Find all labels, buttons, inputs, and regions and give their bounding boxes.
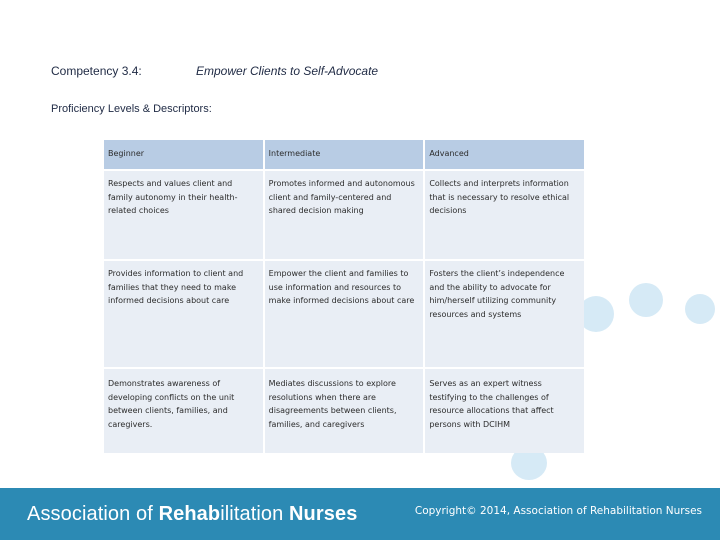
proficiency-table: [102, 138, 586, 455]
table-row: [104, 369, 584, 453]
table-cell: Collects and interprets information that is necessary to resolve ethical decisions: [425, 171, 584, 259]
table-cell: Demonstrates awareness of developing conflicts on the unit between clients, families, and caregivers.: [104, 369, 263, 453]
table-cell: Provides information to client and families that they need to make informed decisions about care: [104, 261, 263, 367]
column-header-beginner: Beginner: [104, 140, 263, 169]
footer-bar: [0, 488, 720, 540]
brand-part-bold: Nurses: [289, 503, 358, 525]
table-row: [104, 171, 584, 259]
table-cell: Empower the client and families to use information and resources to make informed decisions about care: [265, 261, 424, 367]
decorative-dot: [629, 283, 663, 317]
column-header-advanced: Advanced: [425, 140, 584, 169]
table-cell: Mediates discussions to explore resolutions when there are disagreements between clients, families, and caregivers: [265, 369, 424, 453]
table-cell: Promotes informed and autonomous client and family-centered and shared decision making: [265, 171, 424, 259]
table-cell: Fosters the client’s independence and the ability to advocate for him/herself utilizing community resources and systems: [425, 261, 584, 367]
competency-title: Empower Clients to Self-Advocate: [196, 64, 379, 78]
decorative-dot: [685, 294, 715, 324]
table-cell: Serves as an expert witness testifying to the challenges of resource allocations that affect persons with DCIHM: [425, 369, 584, 453]
table-cell: Respects and values client and family autonomy in their health-related choices: [104, 171, 263, 259]
table-row: [104, 261, 584, 367]
brand-part-bold: Rehab: [158, 503, 221, 525]
organization-logo-text: [27, 503, 357, 526]
brand-part: ilitation: [220, 503, 290, 525]
brand-part: Association of: [27, 503, 159, 525]
column-header-intermediate: Intermediate: [265, 140, 424, 169]
table-header-row: [104, 140, 584, 169]
proficiency-label: Proficiency Levels & Descriptors:: [51, 103, 212, 115]
competency-label: Competency 3.4:: [51, 64, 142, 78]
copyright-text: Copyright© 2014, Association of Rehabilitation Nurses: [414, 505, 702, 517]
